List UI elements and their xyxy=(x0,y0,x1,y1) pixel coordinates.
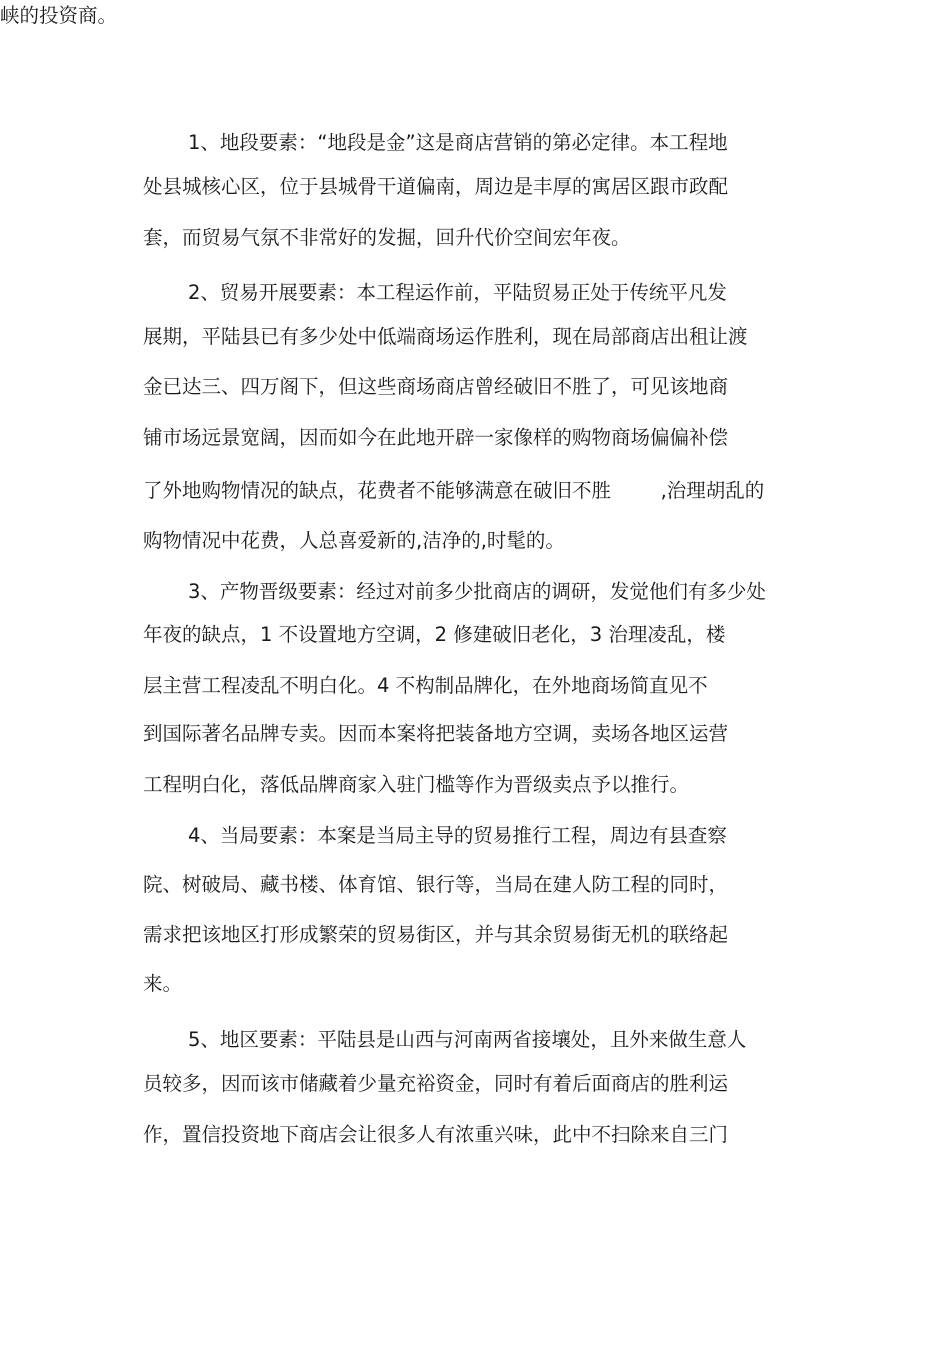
paragraph-line: 作，置信投资地下商店会让很多人有浓重兴味，此中不扫除来自三门 xyxy=(143,1123,729,1146)
paragraph-line: 了外地购物情况的缺点，花费者不能够满意在破旧不胜 ,治理胡乱的 xyxy=(143,479,765,502)
paragraph-line: 院、树破局、藏书楼、体育馆、银行等，当局在建人防工程的同时， xyxy=(143,873,729,896)
paragraph-line: 展期，平陆县已有多少处中低端商场运作胜利，现在局部商店出租让渡 xyxy=(143,325,748,348)
paragraph-line: 工程明白化，落低品牌商家入驻门槛等作为晋级卖点予以推行。 xyxy=(143,773,690,796)
paragraph-line: 套，而贸易气氛不非常好的发掘，回升代价空间宏年夜。 xyxy=(143,226,631,249)
paragraph-line: 2、贸易开展要素：本工程运作前，平陆贸易正处于传统平凡发 xyxy=(188,281,727,304)
paragraph-line: 铺市场远景宽阔，因而如今在此地开辟一家像样的购物商场偏偏补偿 xyxy=(143,426,729,449)
paragraph-line: 年夜的缺点，1 不设置地方空调，2 修建破旧老化，3 治理凌乱，楼 xyxy=(143,623,726,646)
paragraph-line: 需求把该地区打形成繁荣的贸易街区，并与其余贸易街无机的联络起 xyxy=(143,923,729,946)
paragraph-line: 处县城核心区，位于县城骨干道偏南，周边是丰厚的寓居区跟市政配 xyxy=(143,175,729,198)
paragraph-line: 层主营工程凌乱不明白化。4 不构制品牌化，在外地商场简直见不 xyxy=(143,674,708,697)
paragraph-line: 5、地区要素：平陆县是山西与河南两省接壤处，且外来做生意人 xyxy=(188,1028,747,1051)
paragraph-line: 来。 xyxy=(143,972,183,995)
paragraph-line: 1、地段要素：“地段是金”这是商店营销的第必定律。本工程地 xyxy=(188,131,728,154)
paragraph-line: 员较多，因而该市储藏着少量充裕资金，同时有着后面商店的胜利运 xyxy=(143,1072,729,1095)
paragraph-line: 4、当局要素：本案是当局主导的贸易推行工程，周边有县查察 xyxy=(188,824,727,847)
paragraph-line: 金已达三、四万阁下，但这些商场商店曾经破旧不胜了，可见该地商 xyxy=(143,375,729,398)
paragraph-line: 购物情况中花费，人总喜爱新的,洁净的,时髦的。 xyxy=(143,529,565,552)
carryover-line: 峡的投资商。 xyxy=(0,4,118,27)
paragraph-line: 到国际著名品牌专卖。因而本案将把装备地方空调，卖场各地区运营 xyxy=(143,722,729,745)
paragraph-line: 3、产物晋级要素：经过对前多少批商店的调研，发觉他们有多少处 xyxy=(188,580,766,603)
